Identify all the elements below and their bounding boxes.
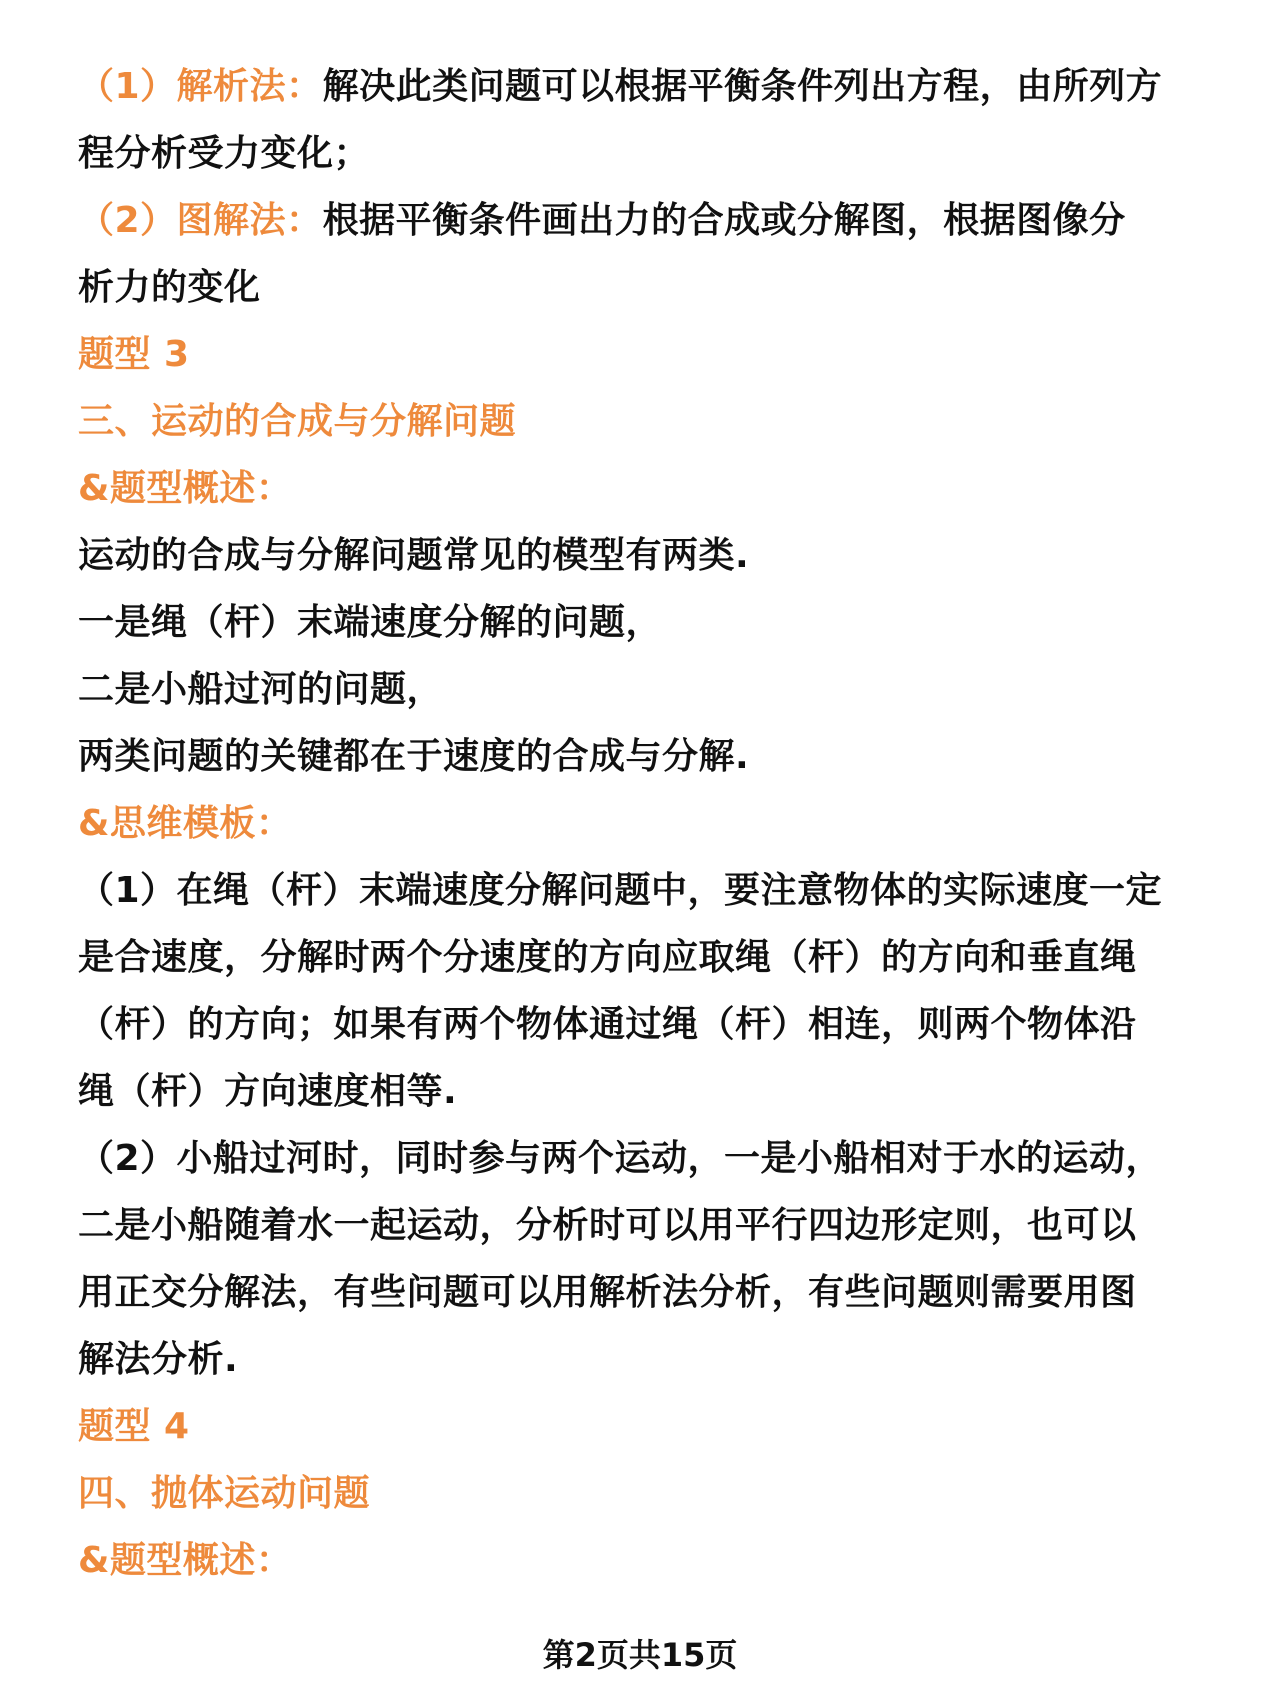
body-text: （2）小船过河时，同时参与两个运动，一是小船相对于水的运动，	[78, 1138, 1163, 1179]
heading-label: （1）解析法：	[78, 66, 323, 107]
text-line	[78, 261, 1198, 328]
text-line	[78, 1266, 1198, 1333]
text-line	[78, 1467, 1198, 1534]
text-line	[78, 931, 1198, 998]
text-line	[78, 1333, 1198, 1400]
heading-label: &思维模板：	[78, 803, 293, 844]
body-text: 绳（杆）方向速度相等.	[78, 1071, 458, 1112]
text-line	[78, 395, 1198, 462]
text-line	[78, 194, 1198, 261]
body-text: 二是小船随着水一起运动，分析时可以用平行四边形定则，也可以	[78, 1205, 1137, 1246]
body-text: 一是绳（杆）末端速度分解的问题，	[78, 602, 663, 643]
text-line	[78, 1065, 1198, 1132]
text-line	[78, 998, 1198, 1065]
text-line	[78, 864, 1198, 931]
text-line	[78, 663, 1198, 730]
heading-label: &题型概述：	[78, 1540, 293, 1581]
body-text: （1）在绳（杆）末端速度分解问题中，要注意物体的实际速度一定	[78, 870, 1163, 911]
text-line	[78, 328, 1198, 395]
body-text: 解法分析.	[78, 1339, 239, 1380]
heading-label: 题型 3	[78, 334, 190, 375]
text-line	[78, 797, 1198, 864]
heading-label: 三、运动的合成与分解问题	[78, 401, 517, 442]
body-text: 程分析受力变化；	[78, 133, 371, 174]
body-text: 是合速度，分解时两个分速度的方向应取绳（杆）的方向和垂直绳	[78, 937, 1137, 978]
text-line	[78, 596, 1198, 663]
text-line	[78, 1534, 1198, 1601]
heading-label: 题型 4	[78, 1406, 190, 1447]
body-text: 运动的合成与分解问题常见的模型有两类.	[78, 535, 750, 576]
text-line	[78, 1199, 1198, 1266]
heading-label: （2）图解法：	[78, 200, 323, 241]
body-text: 二是小船过河的问题，	[78, 669, 444, 710]
body-text: （杆）的方向；如果有两个物体通过绳（杆）相连，则两个物体沿	[78, 1004, 1137, 1045]
text-line	[78, 730, 1198, 797]
text-line	[78, 60, 1198, 127]
text-line	[78, 529, 1198, 596]
body-text: 根据平衡条件画出力的合成或分解图，根据图像分	[322, 200, 1126, 241]
text-line	[78, 127, 1198, 194]
heading-label: &题型概述：	[78, 468, 293, 509]
text-line	[78, 462, 1198, 529]
page-number: 第2页共15页	[542, 1636, 738, 1674]
body-text: 两类问题的关键都在于速度的合成与分解.	[78, 736, 750, 777]
body-text: 解决此类问题可以根据平衡条件列出方程，由所列方	[322, 66, 1163, 107]
body-text: 用正交分解法，有些问题可以用解析法分析，有些问题则需要用图	[78, 1272, 1137, 1313]
heading-label: 四、抛体运动问题	[78, 1473, 371, 1514]
text-line	[78, 1400, 1198, 1467]
body-text: 析力的变化	[78, 267, 261, 308]
text-line	[78, 1132, 1198, 1199]
document-body	[78, 60, 1198, 1601]
